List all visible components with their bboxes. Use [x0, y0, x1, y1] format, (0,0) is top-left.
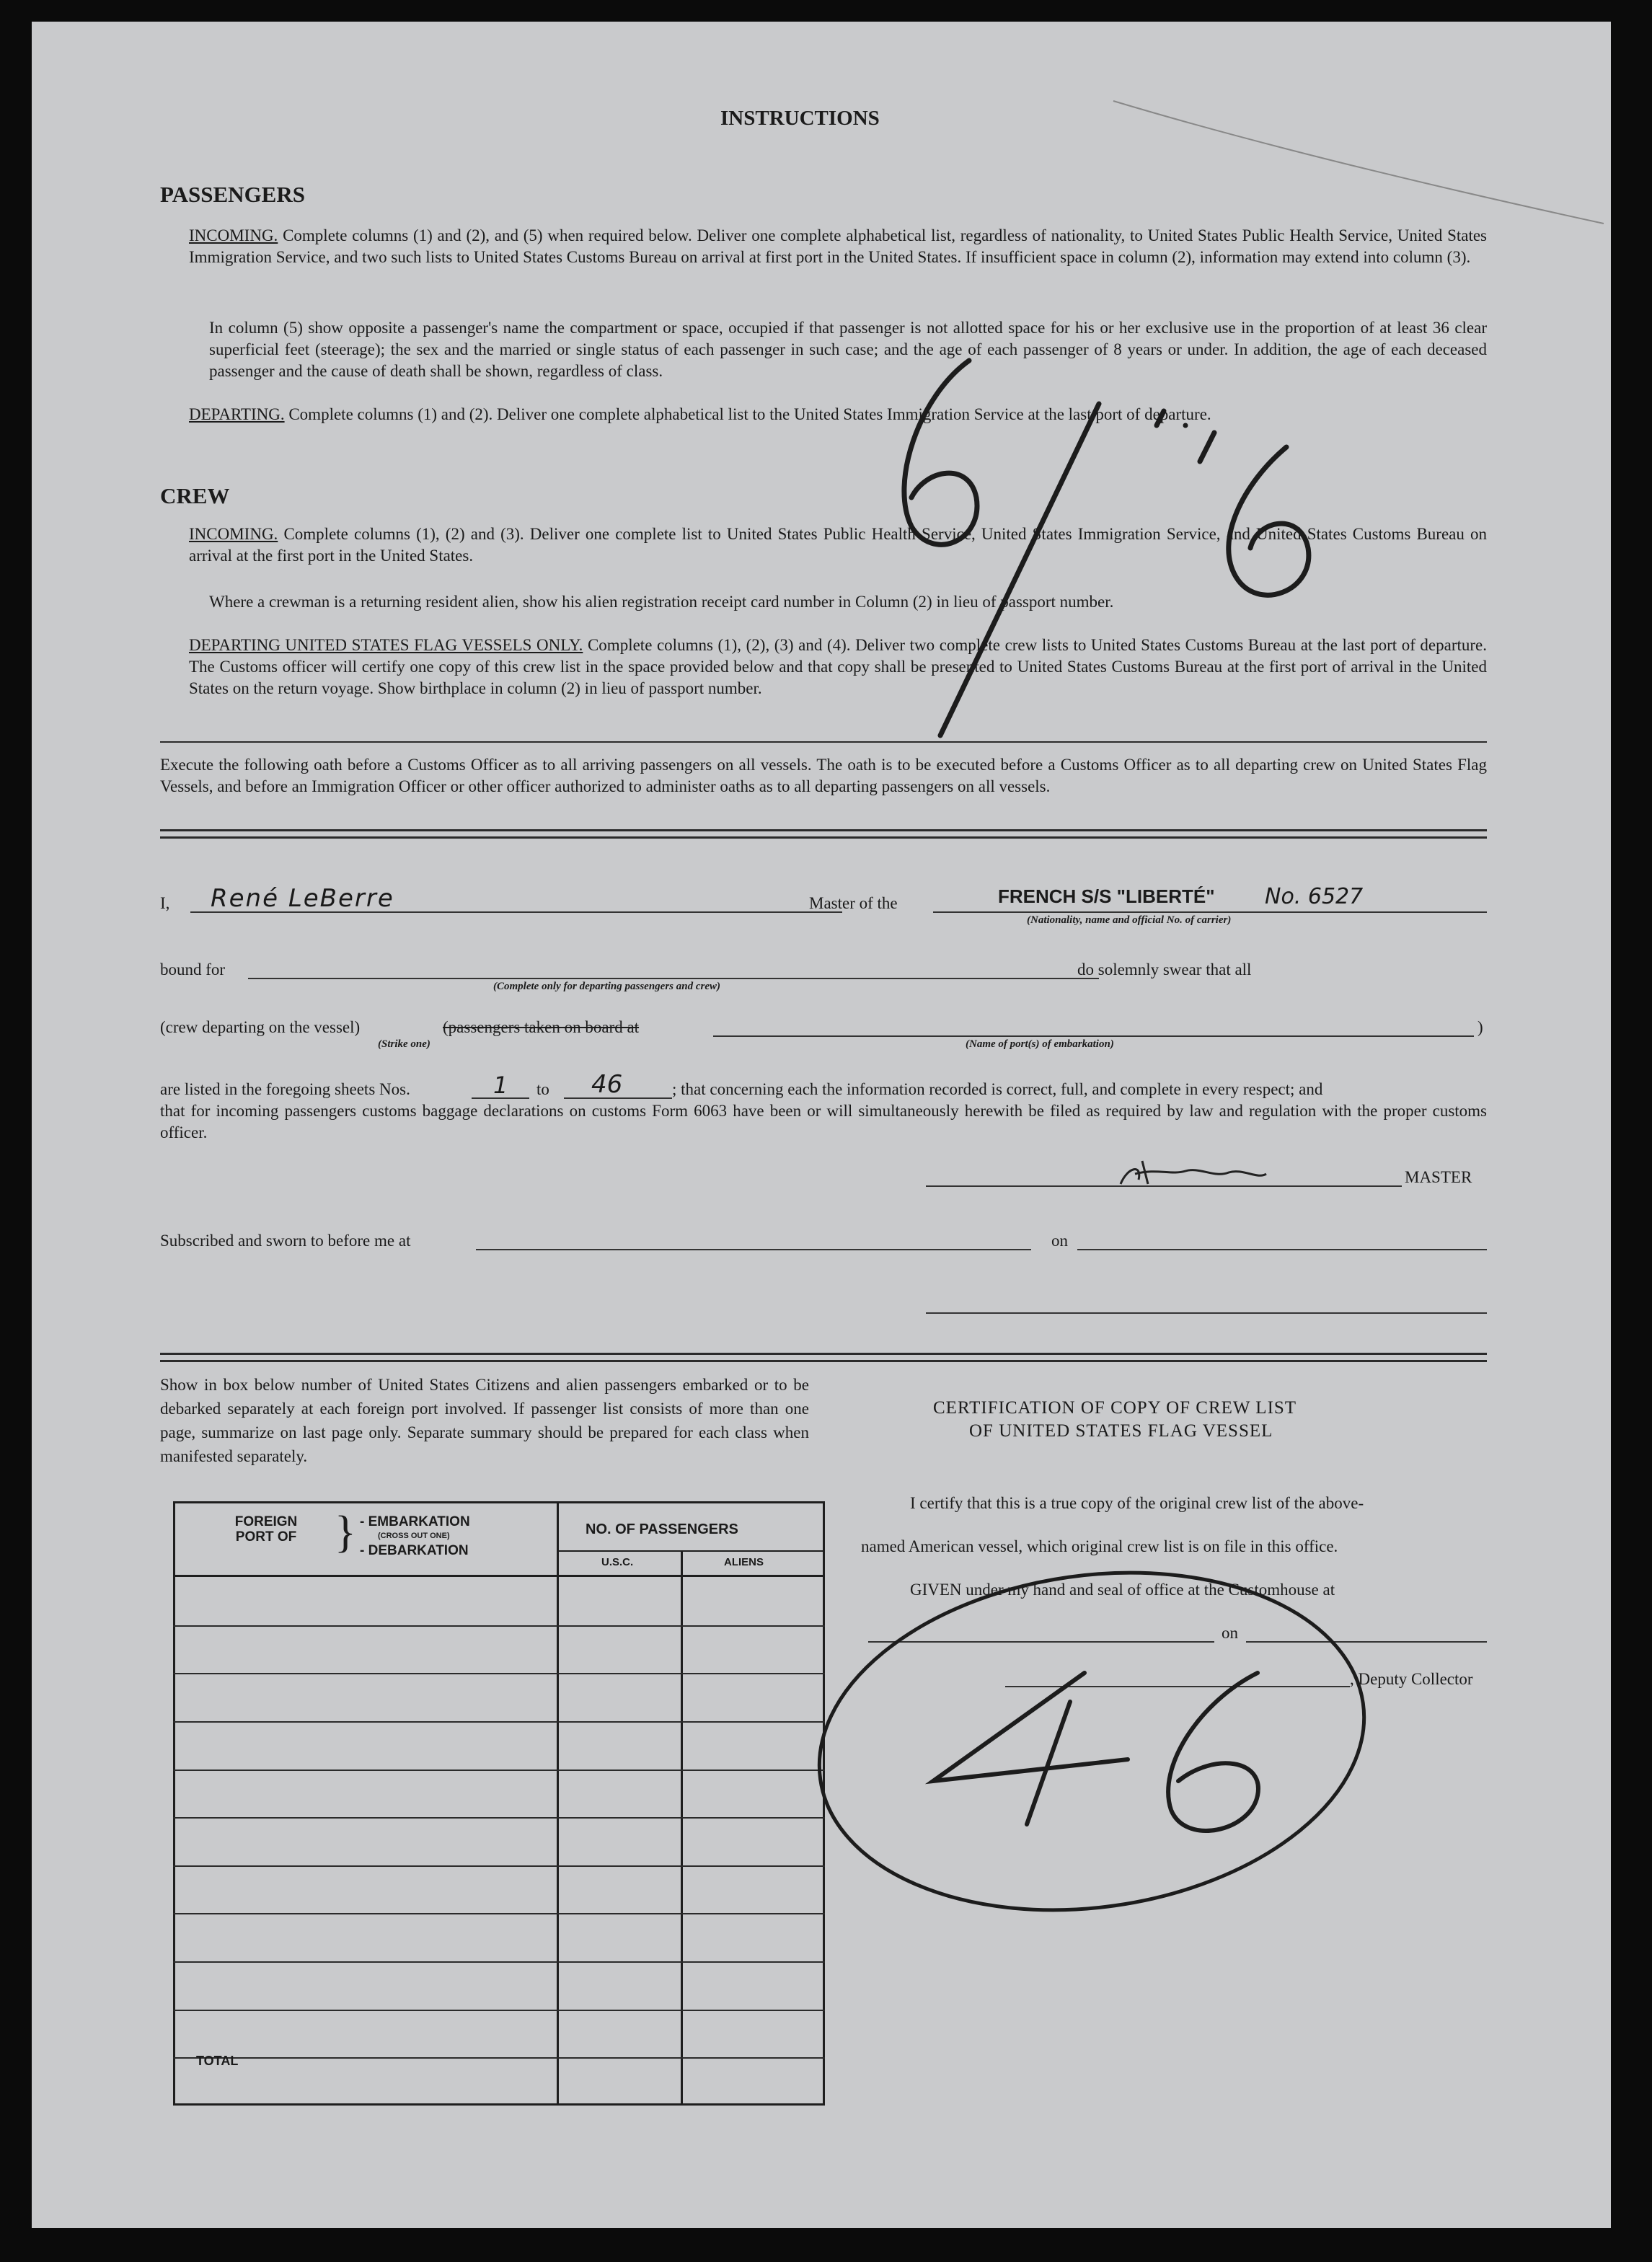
- page-title: INSTRUCTIONS: [720, 107, 880, 130]
- crew-heading: CREW: [160, 483, 230, 508]
- oath-i-label: I,: [160, 894, 170, 912]
- table-row-rule: [173, 1721, 825, 1723]
- summary-table: [173, 1501, 825, 2106]
- customhouse-line: [868, 1641, 1214, 1643]
- debarkation-label: - DEBARKATION: [360, 1543, 469, 1558]
- close-paren: ): [1477, 1018, 1483, 1036]
- crew-resident-paragraph: Where a crewman is a returning resident alien, show his alien registration receipt card number in Column (2) in lieu of passport number.: [209, 593, 1114, 611]
- certify-text: I certify that this is a true copy of the original crew list of the above-: [910, 1494, 1364, 1512]
- circled-count-strokes: [933, 1673, 1258, 1831]
- table-header-rule: [173, 1575, 825, 1577]
- foreign-port-text: FOREIGN PORT OF: [234, 1514, 298, 1545]
- divider: [160, 1360, 1487, 1362]
- listed-prefix: are listed in the foregoing sheets Nos.: [160, 1080, 410, 1098]
- table-row-rule: [173, 1961, 825, 1963]
- passengers-departing-text: Complete columns (1) and (2). Deliver one complete alphabetical list to the United States Immigration Service at the last port of departure.: [288, 405, 1211, 423]
- table-row-rule: [173, 1625, 825, 1627]
- listed-suffix: ; that concerning each the information recorded is correct, full, and complete in every respect; and: [672, 1080, 1323, 1098]
- table-row-rule: [173, 2010, 825, 2011]
- bound-for-line: [248, 978, 1099, 979]
- table-row-rule: [173, 2057, 825, 2059]
- vessel-caption: (Nationality, name and official No. of carrier): [1027, 914, 1232, 926]
- summary-instructions: Show in box below number of United States Citizens and alien passengers embarked or to be debarked separately at each foreign port involved. If passenger list consists of more than one page, summarize on last page only. Separate summary should be prepared for each class when manifested separately.: [160, 1376, 809, 1465]
- ports-line: [713, 1035, 1474, 1037]
- passengers-taken-option-struck: (passengers taken on board at: [443, 1018, 640, 1036]
- passengers-heading: PASSENGERS: [160, 182, 305, 207]
- swear-text: do solemnly swear that all: [1077, 960, 1252, 978]
- sheet-from-handwritten: 1: [493, 1072, 508, 1099]
- ports-caption: (Name of port(s) of embarkation): [966, 1038, 1114, 1050]
- divider: [160, 1353, 1487, 1355]
- foreign-port-label: [226, 1514, 306, 1545]
- crew-incoming-text: Complete columns (1), (2) and (3). Deliver one complete list to United States Public Health Service, United States Immigration Service, and United States Customs Bureau on arrival at the first port in the United States.: [189, 525, 1488, 565]
- listed-rest: that for incoming passengers customs baggage declarations on customs Form 6063 have been or will simultaneously herewith be filed as required by law and regulation with the proper customs officer.: [160, 1102, 1487, 1141]
- document-page: [32, 22, 1611, 2228]
- vessel-line: [933, 911, 1487, 913]
- deputy-signature-line: [1005, 1686, 1350, 1687]
- cross-out-label: (CROSS OUT ONE): [378, 1532, 450, 1540]
- table-row-rule: [173, 1817, 825, 1819]
- subscribed-label: Subscribed and sworn to before me at: [160, 1232, 411, 1250]
- divider: [160, 836, 1487, 839]
- certify-text-2: named American vessel, which original crew list is on file in this office.: [861, 1537, 1338, 1555]
- table-row-rule: [173, 1673, 825, 1674]
- vessel-name-stamp: FRENCH S/S "LIBERTÉ": [998, 885, 1215, 907]
- divider: [160, 829, 1487, 831]
- table-row-rule: [173, 1913, 825, 1914]
- master-signature-line: [926, 1185, 1402, 1187]
- passengers-incoming-label: INCOMING.: [189, 226, 278, 244]
- passengers-departing-label: DEPARTING.: [189, 405, 285, 423]
- certification-title-1: CERTIFICATION OF COPY OF CREW LIST: [933, 1398, 1297, 1418]
- certification-on-label: on: [1222, 1624, 1238, 1642]
- total-label: TOTAL: [196, 2054, 239, 2068]
- bound-for-label: bound for: [160, 960, 226, 978]
- given-text: GIVEN under my hand and seal of office at the Customhouse at: [910, 1581, 1335, 1599]
- table-divider: [681, 1550, 683, 2106]
- vessel-number-handwritten: No. 6527: [1265, 884, 1364, 909]
- divider: [160, 741, 1487, 743]
- crew-departing-label: DEPARTING UNITED STATES FLAG VESSELS ONLY.: [189, 636, 583, 654]
- crew-departing-paragraph: [189, 635, 1487, 699]
- table-divider: [557, 1501, 559, 2106]
- bound-for-caption: (Complete only for departing passengers and crew): [493, 981, 720, 992]
- passengers-incoming-text: Complete columns (1) and (2), and (5) when required below. Deliver one complete alphabetical list, regardless of nationality, to United States Public Health Service, United States Immigration Service, and two such lists to United States Customs Bureau on arrival at first port in the United States. If insufficient space in column (2), information may extend into column (3).: [189, 226, 1488, 266]
- crew-departing-text: Complete columns (1), (2), (3) and (4). Deliver two complete crew lists to United States Customs Bureau at the last port of departure. The Customs officer will certify one copy of this crew list in the space provided below and that copy shall be presented to United States Customs Bureau at the first port of arrival in the United States on the return voyage. Show birthplace in column (2) in lieu of passport number.: [189, 636, 1488, 697]
- table-row-rule: [173, 1770, 825, 1771]
- brace-glyph: }: [335, 1508, 356, 1557]
- to-label: to: [536, 1080, 549, 1098]
- table-row-rule: [173, 1865, 825, 1867]
- crew-incoming-label: INCOMING.: [189, 525, 278, 543]
- aliens-label: ALIENS: [724, 1556, 764, 1568]
- subscribed-date-line: [1077, 1249, 1487, 1250]
- officer-signature-line: [926, 1312, 1487, 1314]
- certification-date-line: [1246, 1641, 1487, 1643]
- passengers-column5-paragraph: In column (5) show opposite a passenger's name the compartment or space, occupied if that passenger is not allotted space for his or her exclusive use in the proportion of at least 36 clear superficial feet (steerage); the sex and the married or single status of each passenger in such case; and the age of each passenger of 8 years or under. In addition, the age of each deceased passenger and the cause of death shall be shown, regardless of class.: [209, 319, 1487, 380]
- crew-incoming-paragraph: [189, 523, 1487, 567]
- circled-count: [1099, 1752, 1100, 1753]
- master-label: MASTER: [1405, 1168, 1472, 1186]
- usc-label: U.S.C.: [601, 1556, 634, 1568]
- passengers-incoming-paragraph: [189, 225, 1487, 268]
- subscribed-on-label: on: [1051, 1232, 1068, 1250]
- subscribed-place-line: [476, 1249, 1031, 1250]
- strike-caption: (Strike one): [378, 1038, 430, 1050]
- master-name-handwritten: René LeBerre: [211, 884, 394, 913]
- certification-title-2: OF UNITED STATES FLAG VESSEL: [969, 1421, 1273, 1441]
- no-passengers-label: NO. OF PASSENGERS: [586, 1521, 738, 1537]
- master-of-label: Master of the: [809, 894, 898, 912]
- passengers-departing-paragraph: [189, 404, 1487, 425]
- oath-instructions: Execute the following oath before a Customs Officer as to all arriving passengers on all vessels. The oath is to be executed before a Customs Officer as to all departing crew on United States Flag Vessels, and before an Immigration Officer or other officer authorized to administer oaths as to all departing passengers on all vessels.: [160, 756, 1487, 795]
- sheet-to-handwritten: 46: [591, 1070, 623, 1099]
- stray-mark: [1113, 101, 1604, 224]
- crew-departing-option: (crew departing on the vessel): [160, 1018, 361, 1036]
- embarkation-label: - EMBARKATION: [360, 1514, 470, 1529]
- deputy-label: , Deputy Collector: [1350, 1670, 1473, 1688]
- table-divider: [557, 1550, 825, 1552]
